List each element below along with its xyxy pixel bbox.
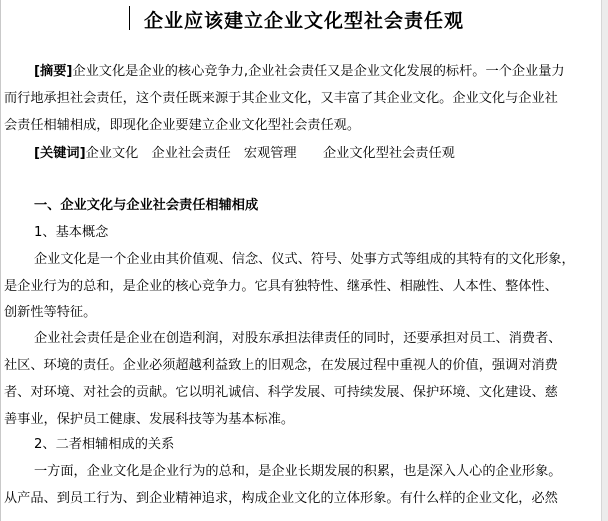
- section-heading-1: 一、企业文化与企业社会责任相辅相成: [34, 198, 259, 213]
- document-title: 企业应该建立企业文化型社会责任观: [143, 10, 464, 32]
- abstract-line-3: 会责任相辅相成，即现化企业要建立企业文化型社会责任观。: [4, 118, 361, 133]
- subheading-relationship: 2、二者相辅相成的关系: [34, 437, 175, 452]
- para3-line-2: 从产品、到员工行为、到企业精神追求，构成企业文化的立体形象。有什么样的企业文化，必然: [4, 491, 558, 506]
- para2-line-2: 社区、环境的责任。企业必须超越利益致上的旧观念，在发展过程中重视人的价值，强调对消费: [4, 358, 558, 373]
- keywords-text: 企业文化 企业社会责任 宏观管理 企业文化型社会责任观: [85, 146, 455, 161]
- abstract-line-2: 而行地承担社会责任，这个责任既来源于其企业文化，又丰富了其企业文化。企业文化与企业社: [4, 91, 558, 106]
- text-cursor: [129, 6, 130, 30]
- para1-line-3: 创新性等特征。: [4, 305, 97, 320]
- abstract-text-1: 企业文化是企业的核心竞争力,企业社会责任又是企业文化发展的标杆。一个企业量力: [72, 64, 565, 79]
- para3-line-1: 一方面，企业文化是企业行为的总和，是企业长期发展的积累，也是深入人心的企业形象。: [34, 464, 562, 479]
- para2-line-4: 善事业，保护员工健康、发展科技等为基本标准。: [4, 412, 295, 427]
- para1-line-1: 企业文化是一个企业由其价值观、信念、仪式、符号、处事方式等组成的其特有的文化形象，: [34, 252, 575, 267]
- para2-line-3: 者、对环境、对社会的贡献。它以明礼诚信、科学发展、可持续发展、保护环境、文化建设、慈: [4, 385, 558, 400]
- abstract-line-1: [34, 64, 565, 80]
- keywords-line: [34, 146, 455, 162]
- window-left-border: [0, 0, 1, 521]
- keywords-label: [关键词]: [34, 146, 86, 161]
- para2-line-1: 企业社会责任是企业在创造利润，对股东承担法律责任的同时，还要承担对员工、消费者、: [34, 331, 562, 346]
- subheading-basic-concepts: 1、基本概念: [34, 225, 109, 240]
- vertical-scrollbar[interactable]: [601, 0, 608, 521]
- para1-line-2: 是企业行为的总和，是企业的核心竞争力。它具有独特性、继承性、相融性、人本性、整体性、: [4, 279, 558, 294]
- abstract-label: [摘要]: [34, 64, 73, 79]
